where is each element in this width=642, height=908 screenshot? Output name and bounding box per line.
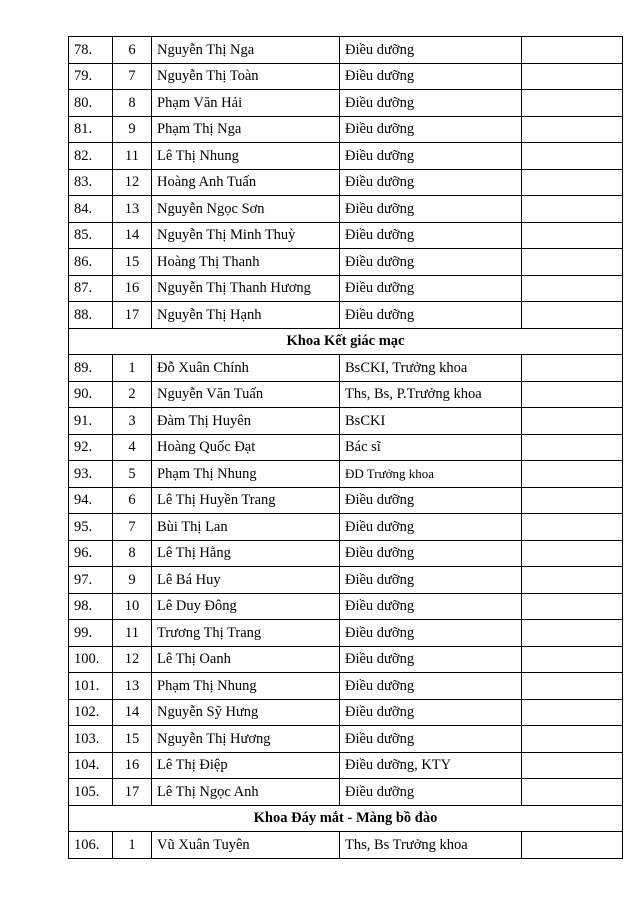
staff-role: BsCKI: [340, 408, 522, 435]
table-row: [69, 567, 623, 594]
row-index: 6: [113, 37, 152, 64]
row-number: 83.: [69, 169, 113, 196]
table-row: [69, 832, 623, 859]
table-row: [69, 752, 623, 779]
staff-name: Hoàng Anh Tuấn: [152, 169, 340, 196]
row-number: 100.: [69, 646, 113, 673]
table-row: [69, 143, 623, 170]
row-index: 13: [113, 673, 152, 700]
table-row: [69, 673, 623, 700]
staff-note: [522, 699, 623, 726]
staff-role: BsCKI, Trưởng khoa: [340, 355, 522, 382]
staff-name: Nguyễn Văn Tuấn: [152, 381, 340, 408]
staff-role: Điều dưỡng: [340, 593, 522, 620]
row-number: 89.: [69, 355, 113, 382]
row-number: 87.: [69, 275, 113, 302]
staff-note: [522, 779, 623, 806]
table-row: [69, 461, 623, 488]
row-number: 101.: [69, 673, 113, 700]
staff-role: Điều dưỡng: [340, 646, 522, 673]
staff-note: [522, 593, 623, 620]
row-index: 12: [113, 646, 152, 673]
staff-name: Nguyễn Thị Hạnh: [152, 302, 340, 329]
section-title-kerato: Khoa Kết giác mạc: [69, 328, 623, 355]
staff-role: Điều dưỡng: [340, 726, 522, 753]
table-row: [69, 620, 623, 647]
row-index: 9: [113, 567, 152, 594]
row-index: 14: [113, 699, 152, 726]
staff-note: [522, 302, 623, 329]
staff-note: [522, 355, 623, 382]
row-index: 4: [113, 434, 152, 461]
staff-name: Nguyễn Thị Nga: [152, 37, 340, 64]
staff-role: Điều dưỡng: [340, 514, 522, 541]
staff-role: Điều dưỡng: [340, 540, 522, 567]
staff-table: [68, 36, 623, 859]
staff-role: Điều dưỡng: [340, 249, 522, 276]
row-number: 79.: [69, 63, 113, 90]
staff-note: [522, 646, 623, 673]
row-index: 17: [113, 302, 152, 329]
table-row: [69, 37, 623, 64]
staff-name: Trương Thị Trang: [152, 620, 340, 647]
staff-name: Lê Thị Ngọc Anh: [152, 779, 340, 806]
staff-note: [522, 726, 623, 753]
staff-role: Điều dưỡng: [340, 90, 522, 117]
table-row: [69, 249, 623, 276]
row-number: 93.: [69, 461, 113, 488]
row-index: 16: [113, 275, 152, 302]
table-row: [69, 699, 623, 726]
table-row: [69, 487, 623, 514]
staff-role: Điều dưỡng: [340, 779, 522, 806]
staff-role: Điều dưỡng: [340, 196, 522, 223]
staff-role: Điều dưỡng: [340, 673, 522, 700]
staff-role: ĐD Trưởng khoa: [340, 461, 522, 488]
staff-note: [522, 275, 623, 302]
table-body: [69, 37, 623, 859]
row-index: 7: [113, 63, 152, 90]
staff-note: [522, 408, 623, 435]
staff-note: [522, 37, 623, 64]
row-index: 11: [113, 143, 152, 170]
staff-note: [522, 381, 623, 408]
table-row: [69, 408, 623, 435]
staff-name: Phạm Văn Hải: [152, 90, 340, 117]
table-row: [69, 222, 623, 249]
row-index: 8: [113, 540, 152, 567]
table-row: [69, 779, 623, 806]
row-number: 102.: [69, 699, 113, 726]
staff-role: Điều dưỡng: [340, 37, 522, 64]
staff-role: Điều dưỡng: [340, 222, 522, 249]
staff-role: Điều dưỡng: [340, 302, 522, 329]
table-row: [69, 514, 623, 541]
staff-name: Hoàng Thị Thanh: [152, 249, 340, 276]
row-number: 106.: [69, 832, 113, 859]
staff-name: Nguyễn Ngọc Sơn: [152, 196, 340, 223]
row-index: 16: [113, 752, 152, 779]
staff-note: [522, 196, 623, 223]
section-title-fundus-uvea: Khoa Đáy mắt - Màng bồ đào: [69, 805, 623, 832]
staff-role: Điều dưỡng: [340, 699, 522, 726]
row-number: 99.: [69, 620, 113, 647]
row-index: 9: [113, 116, 152, 143]
staff-name: Vũ Xuân Tuyên: [152, 832, 340, 859]
row-number: 88.: [69, 302, 113, 329]
row-number: 92.: [69, 434, 113, 461]
staff-name: Nguyễn Sỹ Hưng: [152, 699, 340, 726]
row-index: 15: [113, 249, 152, 276]
row-index: 8: [113, 90, 152, 117]
table-row: [69, 355, 623, 382]
table-row: [69, 275, 623, 302]
staff-note: [522, 514, 623, 541]
row-number: 103.: [69, 726, 113, 753]
row-index: 15: [113, 726, 152, 753]
staff-note: [522, 461, 623, 488]
row-number: 98.: [69, 593, 113, 620]
staff-name: Lê Bá Huy: [152, 567, 340, 594]
row-number: 90.: [69, 381, 113, 408]
staff-name: Phạm Thị Nga: [152, 116, 340, 143]
row-number: 84.: [69, 196, 113, 223]
staff-name: Lê Thị Huyền Trang: [152, 487, 340, 514]
staff-name: Nguyễn Thị Hương: [152, 726, 340, 753]
staff-name: Lê Thị Nhung: [152, 143, 340, 170]
staff-note: [522, 752, 623, 779]
staff-role: Điều dưỡng: [340, 143, 522, 170]
staff-note: [522, 487, 623, 514]
row-number: 81.: [69, 116, 113, 143]
staff-role: Ths, Bs Trưởng khoa: [340, 832, 522, 859]
staff-note: [522, 540, 623, 567]
staff-name: Lê Thị Điệp: [152, 752, 340, 779]
staff-role: Điều dưỡng: [340, 63, 522, 90]
row-index: 10: [113, 593, 152, 620]
staff-name: Phạm Thị Nhung: [152, 461, 340, 488]
table-row: [69, 646, 623, 673]
row-number: 105.: [69, 779, 113, 806]
staff-note: [522, 222, 623, 249]
table-row: [69, 90, 623, 117]
row-number: 86.: [69, 249, 113, 276]
staff-note: [522, 832, 623, 859]
row-index: 13: [113, 196, 152, 223]
staff-note: [522, 90, 623, 117]
row-number: 80.: [69, 90, 113, 117]
staff-note: [522, 249, 623, 276]
row-index: 14: [113, 222, 152, 249]
row-index: 12: [113, 169, 152, 196]
staff-note: [522, 620, 623, 647]
table-row: [69, 434, 623, 461]
staff-note: [522, 567, 623, 594]
staff-role: Bác sĩ: [340, 434, 522, 461]
row-index: 7: [113, 514, 152, 541]
staff-note: [522, 673, 623, 700]
table-row: [69, 302, 623, 329]
row-index: 1: [113, 355, 152, 382]
table-row: [69, 116, 623, 143]
staff-note: [522, 143, 623, 170]
row-index: 2: [113, 381, 152, 408]
staff-name: Bùi Thị Lan: [152, 514, 340, 541]
staff-role: Điều dưỡng: [340, 116, 522, 143]
row-index: 5: [113, 461, 152, 488]
staff-role: Điều dưỡng: [340, 487, 522, 514]
staff-role: Ths, Bs, P.Trưởng khoa: [340, 381, 522, 408]
table-row: [69, 196, 623, 223]
staff-name: Nguyễn Thị Minh Thuỳ: [152, 222, 340, 249]
staff-name: Nguyễn Thị Toàn: [152, 63, 340, 90]
table-row: [69, 540, 623, 567]
staff-name: Nguyễn Thị Thanh Hương: [152, 275, 340, 302]
row-number: 91.: [69, 408, 113, 435]
staff-name: Hoàng Quốc Đạt: [152, 434, 340, 461]
section-header-row: [69, 805, 623, 832]
section-header-row: [69, 328, 623, 355]
table-row: [69, 63, 623, 90]
table-row: [69, 593, 623, 620]
row-index: 11: [113, 620, 152, 647]
staff-name: Đàm Thị Huyên: [152, 408, 340, 435]
row-number: 96.: [69, 540, 113, 567]
staff-note: [522, 63, 623, 90]
staff-name: Lê Duy Đông: [152, 593, 340, 620]
row-index: 6: [113, 487, 152, 514]
staff-role: Điều dưỡng: [340, 567, 522, 594]
staff-role: Điều dưỡng, KTY: [340, 752, 522, 779]
row-index: 17: [113, 779, 152, 806]
table-row: [69, 169, 623, 196]
row-number: 82.: [69, 143, 113, 170]
row-number: 94.: [69, 487, 113, 514]
staff-name: Phạm Thị Nhung: [152, 673, 340, 700]
row-number: 97.: [69, 567, 113, 594]
staff-note: [522, 116, 623, 143]
table-row: [69, 726, 623, 753]
row-number: 85.: [69, 222, 113, 249]
row-index: 3: [113, 408, 152, 435]
row-number: 95.: [69, 514, 113, 541]
staff-role: Điều dưỡng: [340, 169, 522, 196]
staff-name: Lê Thị Oanh: [152, 646, 340, 673]
row-index: 1: [113, 832, 152, 859]
staff-role: Điều dưỡng: [340, 620, 522, 647]
table-row: [69, 381, 623, 408]
staff-note: [522, 169, 623, 196]
staff-name: Đỗ Xuân Chính: [152, 355, 340, 382]
staff-note: [522, 434, 623, 461]
row-number: 78.: [69, 37, 113, 64]
staff-name: Lê Thị Hằng: [152, 540, 340, 567]
row-number: 104.: [69, 752, 113, 779]
staff-role: Điều dưỡng: [340, 275, 522, 302]
